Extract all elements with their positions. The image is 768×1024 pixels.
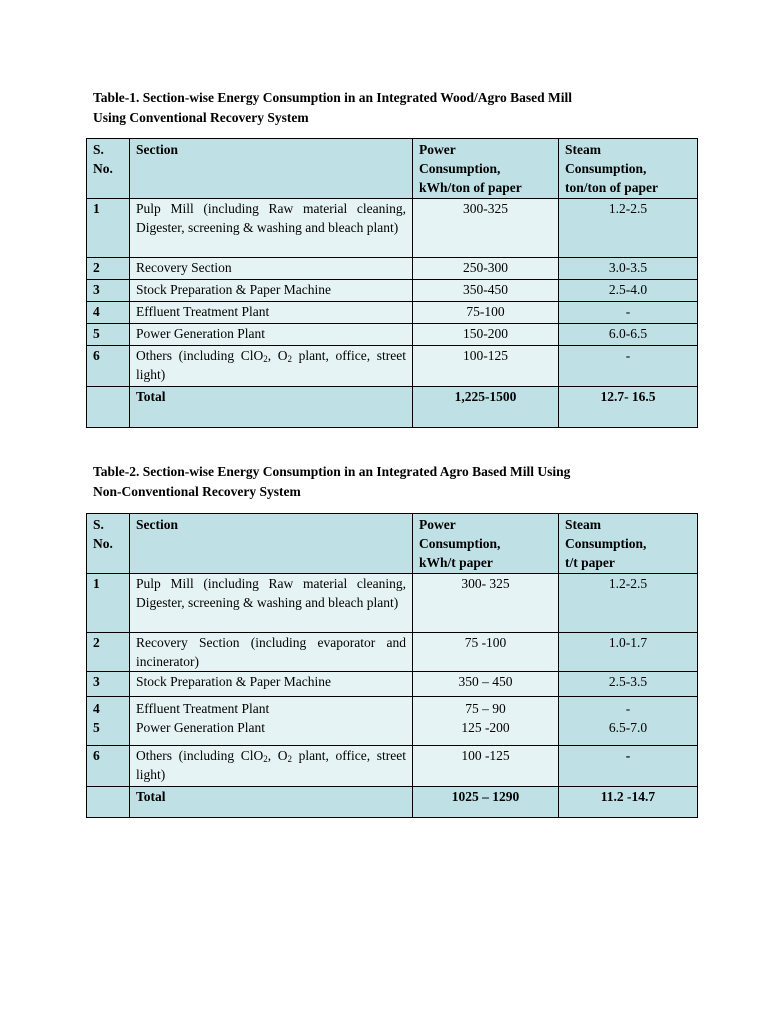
row-steam: 6.5-7.0 [608,720,648,735]
table1-caption [93,88,693,127]
row-section: Stock Preparation & Paper Machine [130,672,413,697]
header-section-label: Section [136,142,178,157]
table-row [87,574,698,633]
row-power: 100-125 [413,346,559,387]
row-power: 125 -200 [461,720,510,735]
header-power-line3: kWh/t paper [419,555,493,570]
row-section: Power Generation Plant [130,324,413,346]
table2 [86,513,698,818]
row-section: Recovery Section [130,258,413,280]
total-sno [87,787,130,818]
row-section: Recovery Section (including evaporator and incinerator) [130,633,413,672]
subscript: 2 [287,354,292,364]
total-label: Total [130,787,413,818]
subscript: 2 [287,754,292,764]
table2-caption [93,462,693,501]
row-steam: 6.0-6.5 [559,324,698,346]
row-sno: 6 [87,346,130,387]
row-steam: 1.2-2.5 [559,574,698,633]
table-row [87,258,698,280]
row-steam: - [559,302,698,324]
row-section [130,346,413,387]
row-sno: 5 [93,720,100,735]
row-sno: 5 [87,324,130,346]
table2-caption-line1: Table-2. Section-wise Energy Consumption in an Integrated Agro Based Mill Using [93,464,571,479]
table1-caption-line1: Table-1. Section-wise Energy Consumption in an Integrated Wood/Agro Based Mill [93,90,573,105]
row-steam-group [559,697,698,746]
row-sno: 3 [87,672,130,697]
section-text-b: , O [267,748,288,763]
header-steam-line2: Consumption, [565,536,647,551]
subscript: 2 [263,354,268,364]
header-sno-line2: No. [93,536,113,551]
row-sno: 6 [87,746,130,787]
row-power: 75-100 [413,302,559,324]
row-steam: - [559,746,698,787]
total-sno [87,387,130,428]
table1-header-steam [559,139,698,199]
row-steam: 1.0-1.7 [559,633,698,672]
subscript: 2 [263,754,268,764]
section-text-c: plant, office, street light) [136,748,406,782]
table1-header-row [87,139,698,199]
row-power: 100 -125 [413,746,559,787]
row-steam: 2.5-3.5 [559,672,698,697]
header-section-label: Section [136,517,178,532]
total-power: 1,225-1500 [413,387,559,428]
row-section: Effluent Treatment Plant [136,701,270,716]
table2-total-row [87,787,698,818]
table1-header-sno [87,139,130,199]
row-power: 350-450 [413,280,559,302]
total-power: 1025 – 1290 [413,787,559,818]
header-sno-line1: S. [93,517,104,532]
total-label: Total [130,387,413,428]
header-sno-line1: S. [93,142,104,157]
section-text-c: plant, office, street light) [136,348,406,382]
table-row [87,346,698,387]
total-steam: 12.7- 16.5 [559,387,698,428]
header-steam-line3: ton/ton of paper [565,180,659,195]
table-row [87,302,698,324]
row-section-group [130,697,413,746]
row-section: Pulp Mill (including Raw material cleaning, Digester, screening & washing and bleach plant) [130,574,413,633]
header-power-line2: Consumption, [419,161,501,176]
row-steam: - [559,346,698,387]
table-row [87,672,698,697]
table-row [87,324,698,346]
total-steam: 11.2 -14.7 [559,787,698,818]
header-steam-line1: Steam [565,142,601,157]
row-power: 150-200 [413,324,559,346]
row-steam: 2.5-4.0 [559,280,698,302]
table1-header-power [413,139,559,199]
row-sno: 2 [87,633,130,672]
row-sno: 2 [87,258,130,280]
row-section: Power Generation Plant [136,720,265,735]
table2-header-power [413,514,559,574]
row-steam: 1.2-2.5 [559,199,698,258]
header-steam-line3: t/t paper [565,555,615,570]
row-sno-group [87,697,130,746]
row-sno: 4 [87,302,130,324]
table2-header-sno [87,514,130,574]
row-section [130,746,413,787]
table-row [87,633,698,672]
row-sno: 3 [87,280,130,302]
table1-total-row [87,387,698,428]
table1 [86,138,698,428]
table-row-group [87,697,698,746]
header-power-line1: Power [419,142,456,157]
row-power: 350 – 450 [413,672,559,697]
table1-caption-line2: Using Conventional Recovery System [93,109,309,125]
row-section: Pulp Mill (including Raw material cleaning, Digester, screening & washing and bleach plant) [130,199,413,258]
table-row [87,199,698,258]
row-section: Stock Preparation & Paper Machine [130,280,413,302]
header-power-line1: Power [419,517,456,532]
table-row [87,746,698,787]
header-sno-line2: No. [93,161,113,176]
row-power: 75 -100 [413,633,559,672]
row-steam: 3.0-3.5 [559,258,698,280]
table2-header-row [87,514,698,574]
row-sno: 4 [93,701,100,716]
row-power: 300-325 [413,199,559,258]
table2-header-steam [559,514,698,574]
header-power-line3: kWh/ton of paper [419,180,522,195]
section-text-b: , O [267,348,288,363]
header-power-line2: Consumption, [419,536,501,551]
section-text-a: Others (including ClO [136,348,264,363]
table1-header-section [130,139,413,199]
row-steam: - [625,701,631,716]
table-row [87,280,698,302]
row-sno: 1 [87,199,130,258]
header-steam-line2: Consumption, [565,161,647,176]
section-text-a: Others (including ClO [136,748,264,763]
row-power: 75 – 90 [465,701,506,716]
row-power-group [413,697,559,746]
row-section: Effluent Treatment Plant [130,302,413,324]
row-power: 250-300 [413,258,559,280]
table2-header-section [130,514,413,574]
row-sno: 1 [87,574,130,633]
row-power: 300- 325 [413,574,559,633]
header-steam-line1: Steam [565,517,601,532]
table2-caption-line2: Non-Conventional Recovery System [93,483,301,499]
